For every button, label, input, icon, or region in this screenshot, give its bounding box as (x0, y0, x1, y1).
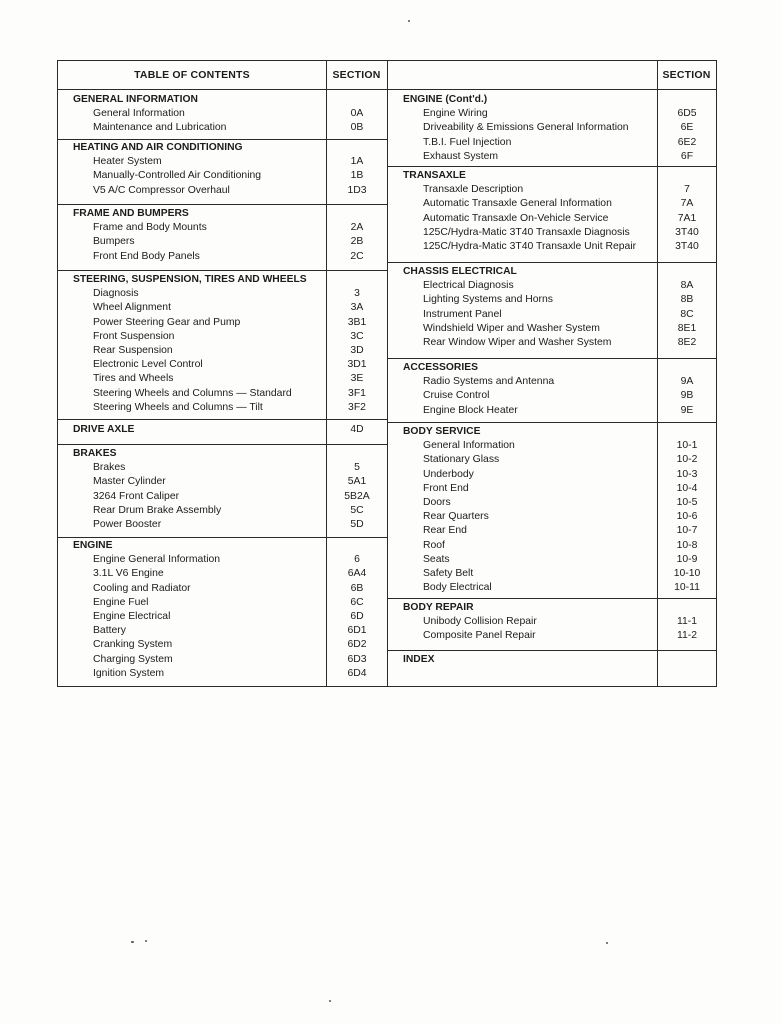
entry-label: 3.1L V6 Engine (93, 568, 164, 580)
group-title-text: FRAME AND BUMPERS (73, 208, 189, 219)
entry-section-code: 6B (350, 582, 364, 594)
entry-label: Driveability & Emissions General Information (423, 122, 629, 134)
left-group-divider (58, 139, 387, 140)
group-title-text: ENGINE (73, 540, 113, 551)
entry-label: Tires and Wheels (93, 373, 174, 385)
entry-section-code: 1B (350, 170, 364, 182)
toc-entry (58, 389, 716, 403)
toc-entry (58, 136, 716, 150)
entry-label: Lighting Systems and Horns (423, 294, 553, 306)
entry-label: Cranking System (93, 639, 173, 651)
group-title-text: BODY SERVICE (403, 426, 481, 437)
entry-label: Rear Drum Brake Assembly (93, 504, 222, 516)
entry-label: Engine Fuel (93, 596, 149, 608)
entry-section-code: 10-2 (676, 454, 698, 466)
entry-section-code: 6D4 (347, 667, 367, 679)
right-group-transaxle (58, 169, 716, 254)
entry-label: Wheel Alignment (93, 302, 171, 314)
entry-section-code: 0B (350, 122, 364, 134)
entry-section-code: 6D1 (347, 625, 367, 637)
entry-section-code: 11-1 (676, 616, 698, 628)
left-group-divider (58, 204, 387, 205)
entry-label: Engine Electrical (93, 610, 171, 622)
group-title-text: BODY REPAIR (403, 602, 474, 613)
entry-section-code: 3T40 (675, 240, 699, 252)
header-table-of-contents: TABLE OF CONTENTS (134, 69, 250, 81)
entry-label: Charging System (93, 653, 173, 665)
entry-section-code: 3E (350, 373, 364, 385)
group-title-text: CHASSIS ELECTRICAL (403, 266, 517, 277)
toc-entry (58, 183, 716, 197)
group-title-text: TRANSAXLE (403, 170, 466, 181)
entry-label: Rear End (423, 525, 467, 537)
entry-label: Steering Wheels and Columns — Standard (93, 387, 292, 399)
entry-label: General Information (423, 440, 515, 452)
entry-label: Master Cylinder (93, 476, 166, 488)
entry-section-code: 5A1 (347, 476, 367, 488)
right-group-divider (387, 422, 716, 423)
entry-label: Rear Quarters (423, 511, 489, 523)
entry-section-code: 10-4 (676, 482, 698, 494)
toc-entry (58, 308, 716, 322)
toc-entry (58, 667, 716, 681)
entry-label: Safety Belt (423, 567, 474, 579)
toc-entry (58, 336, 716, 350)
entry-label: 3264 Front Caliper (93, 490, 180, 502)
entry-label: Composite Panel Repair (423, 630, 536, 642)
entry-section-code: 2B (350, 236, 364, 248)
toc-entry (58, 439, 716, 453)
entry-label: Cooling and Radiator (93, 582, 191, 594)
entry-label: Roof (423, 539, 445, 551)
entry-label: General Information (93, 108, 185, 120)
entry-section-code: 6D5 (677, 108, 697, 120)
entry-section-code: 10-10 (673, 567, 701, 579)
left-group-divider (58, 537, 387, 538)
entry-label: Battery (93, 625, 126, 637)
group-title (58, 361, 716, 375)
entry-section-code: 3D1 (347, 359, 367, 371)
entry-section-code: 2A (350, 222, 364, 234)
entry-section-code: 3B1 (347, 316, 367, 328)
right-group-body-service (58, 425, 716, 595)
entry-section-code: 10-7 (676, 525, 698, 537)
entry-label: Maintenance and Lubrication (93, 122, 227, 134)
entry-label: Windshield Wiper and Washer System (423, 322, 600, 334)
entry-section-code: 1A (350, 156, 364, 168)
entry-label: Stationary Glass (423, 454, 500, 466)
entry-label: 125C/Hydra-Matic 3T40 Transaxle Unit Repair (423, 240, 637, 252)
entry-label: Underbody (423, 468, 474, 480)
entry-section-code: 3T40 (675, 226, 699, 238)
entry-section-code: 9B (680, 390, 694, 402)
entry-section-code: 5 (354, 462, 360, 474)
toc-entry (58, 404, 716, 418)
entry-section-code: 8C (680, 308, 694, 320)
toc-entry (58, 581, 716, 595)
group-title-text: ACCESSORIES (403, 362, 478, 373)
entry-label: Automatic Transaxle General Information (423, 198, 612, 210)
toc-entry (58, 629, 716, 643)
toc-entry (58, 121, 716, 135)
entry-label: Rear Window Wiper and Washer System (423, 336, 612, 348)
entry-label: Brakes (93, 462, 126, 474)
entry-section-code: 3D (350, 344, 364, 356)
toc-entry (58, 453, 716, 467)
entry-label: Engine Block Heater (423, 404, 518, 416)
group-title (58, 425, 716, 439)
right-group-divider (387, 358, 716, 359)
entry-label: Diagnosis (93, 288, 139, 300)
right-group-body-repair (58, 601, 716, 644)
entry-section-code: 0A (350, 108, 364, 120)
entry-label: Body Electrical (423, 582, 492, 594)
entry-section-code: 3F1 (348, 387, 366, 399)
toc-entry (58, 293, 716, 307)
table-of-contents (57, 60, 717, 687)
scan-speck (329, 1000, 331, 1002)
entry-section-code: 10-11 (674, 582, 700, 594)
entry-label: Manually-Controlled Air Conditioning (93, 170, 262, 182)
entry-label: Front Suspension (93, 330, 175, 342)
group-title-text: BRAKES (73, 448, 117, 459)
entry-section-code: 7A (680, 198, 694, 210)
entry-label: T.B.I. Fuel Injection (423, 136, 512, 148)
entry-section-code: 5D (350, 518, 364, 530)
toc-entry (58, 510, 716, 524)
entry-label: Power Booster (93, 518, 162, 530)
group-title (58, 265, 716, 279)
group-section-code: 4D (350, 424, 364, 435)
entry-label: Instrument Panel (423, 308, 502, 320)
toc-entry (58, 468, 716, 482)
entry-label: Unibody Collision Repair (423, 616, 537, 628)
entry-section-code: 10-5 (676, 496, 698, 508)
entry-section-code: 10-3 (676, 468, 698, 480)
entry-label: Transaxle Description (423, 184, 524, 196)
scan-speck (408, 20, 410, 22)
entry-section-code: 10-9 (676, 553, 698, 565)
right-group-chassis-electrical (58, 265, 716, 350)
entry-label: Frame and Body Mounts (93, 222, 207, 234)
left-group-divider (58, 444, 387, 445)
toc-entry (58, 375, 716, 389)
entry-section-code: 6D3 (347, 653, 367, 665)
scan-speck (145, 940, 147, 942)
entry-label: Doors (423, 496, 451, 508)
entry-section-code: 7A1 (677, 212, 697, 224)
right-group-engine-cont-d (58, 93, 716, 164)
group-title-text: HEATING AND AIR CONDITIONING (73, 142, 243, 153)
toc-entry (58, 496, 716, 510)
right-group-divider (387, 650, 716, 651)
toc-entry (58, 240, 716, 254)
right-group-divider (387, 598, 716, 599)
group-title (58, 93, 716, 107)
entry-label: Front End (423, 482, 469, 494)
group-title (58, 601, 716, 615)
entry-section-code: 6E (680, 122, 694, 134)
right-group-divider (387, 262, 716, 263)
group-title-text: GENERAL INFORMATION (73, 94, 198, 105)
group-title-text: STEERING, SUSPENSION, TIRES AND WHEELS (73, 274, 307, 285)
group-title-text: DRIVE AXLE (73, 424, 135, 435)
entry-section-code: 6A4 (347, 568, 367, 580)
entry-label: Heater System (93, 156, 162, 168)
toc-entry (58, 226, 716, 240)
entry-label: Seats (423, 553, 450, 565)
right-group-accessories (58, 361, 716, 418)
entry-section-code: 5B2A (344, 490, 370, 502)
header-section-left: SECTION (332, 69, 381, 81)
entry-section-code: 6E2 (677, 136, 697, 148)
entry-label: Steering Wheels and Columns — Tilt (93, 401, 263, 413)
toc-entry (58, 150, 716, 164)
group-title-text: INDEX (403, 654, 435, 665)
toc-entry (58, 553, 716, 567)
group-title-text: ENGINE (Cont'd.) (403, 94, 488, 105)
entry-section-code: 1D3 (347, 184, 367, 196)
entry-section-code: 3F2 (348, 401, 366, 413)
entry-label: Bumpers (93, 236, 135, 248)
group-title (58, 169, 716, 183)
entry-label: Radio Systems and Antenna (423, 376, 555, 388)
toc-entry (58, 212, 716, 226)
entry-label: Cruise Control (423, 390, 490, 402)
toc-entry (58, 107, 716, 121)
entry-section-code: 8E2 (677, 336, 697, 348)
entry-section-code: 6 (354, 554, 360, 566)
entry-label: Electrical Diagnosis (423, 280, 514, 292)
toc-entry (58, 322, 716, 336)
entry-section-code: 3 (354, 288, 360, 300)
group-title (58, 653, 716, 667)
entry-section-code: 10-8 (676, 539, 698, 551)
entry-label: V5 A/C Compressor Overhaul (93, 184, 230, 196)
toc-entry (58, 482, 716, 496)
entry-section-code: 10-1 (676, 440, 698, 452)
entry-section-code: 11-2 (676, 630, 698, 642)
entry-section-code: 10-6 (676, 511, 698, 523)
scan-speck (606, 942, 608, 944)
entry-label: Automatic Transaxle On-Vehicle Service (423, 212, 609, 224)
entry-label: Exhaust System (423, 150, 499, 162)
entry-label: 125C/Hydra-Matic 3T40 Transaxle Diagnosis (423, 226, 630, 238)
toc-entry (58, 567, 716, 581)
right-group-divider (387, 166, 716, 167)
entry-section-code: 3A (350, 302, 364, 314)
entry-section-code: 8E1 (677, 322, 697, 334)
right-group-index (58, 653, 716, 667)
header-section-right: SECTION (662, 69, 711, 81)
left-group-divider (58, 270, 387, 271)
entry-label: Engine Wiring (423, 108, 488, 120)
toc-entry (58, 279, 716, 293)
entry-section-code: 8A (680, 280, 694, 292)
entry-section-code: 9E (680, 404, 694, 416)
toc-entry (58, 615, 716, 629)
scan-speck (131, 941, 134, 943)
entry-section-code: 6C (350, 596, 364, 608)
entry-label: Ignition System (93, 667, 165, 679)
toc-entry (58, 539, 716, 553)
entry-section-code: 9A (680, 376, 694, 388)
entry-section-code: 6D (350, 610, 364, 622)
entry-section-code: 5C (350, 504, 364, 516)
entry-section-code: 6D2 (347, 639, 367, 651)
entry-section-code: 6F (680, 150, 694, 162)
entry-label: Engine General Information (93, 554, 221, 566)
entry-section-code: 7 (684, 184, 690, 196)
entry-label: Front End Body Panels (93, 250, 200, 262)
entry-label: Power Steering Gear and Pump (93, 316, 241, 328)
entry-section-code: 2C (350, 250, 364, 262)
header-divider (58, 89, 716, 90)
entry-section-code: 8B (680, 294, 694, 306)
left-group-divider (58, 419, 387, 420)
entry-label: Rear Suspension (93, 344, 173, 356)
entry-section-code: 3C (350, 330, 364, 342)
entry-label: Electronic Level Control (93, 359, 203, 371)
